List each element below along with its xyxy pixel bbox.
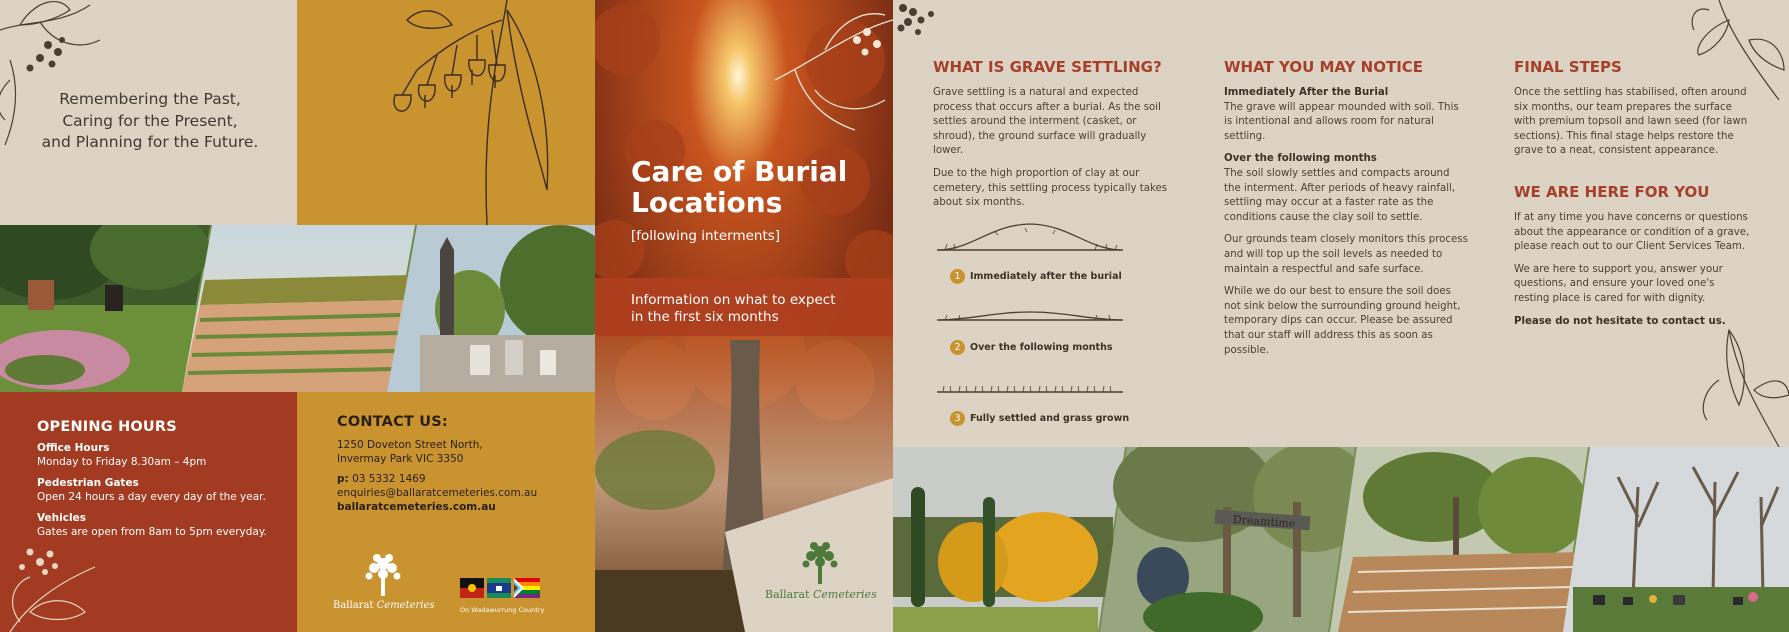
stage-label: Over the following months xyxy=(970,342,1113,353)
contact-details xyxy=(337,438,587,514)
cemetery-photos xyxy=(0,225,595,392)
grave-settling-para: Grave settling is a natural and expected process that occurs after a burial. As the soil settles around the interment (casket, or shroud), the ground surface will gradually lower. xyxy=(933,87,1161,157)
notice-subheading: Immediately After the Burial xyxy=(1224,87,1389,98)
final-steps-title: FINAL STEPS xyxy=(1514,58,1622,76)
logo-brand-word: Cemeteries xyxy=(812,588,877,601)
ballarat-cemeteries-logo xyxy=(333,552,433,611)
hours-label: Vehicles xyxy=(37,512,86,524)
logo-brand-name: Ballarat xyxy=(333,600,374,611)
cover-logo xyxy=(765,540,875,601)
cover-info-text xyxy=(631,292,836,326)
stage-label: Immediately after the burial xyxy=(970,271,1122,282)
notice-para: The grave will appear mounded with soil. This is intentional and allows room for natural settling. xyxy=(1224,101,1459,142)
notice-subheading: Over the following months xyxy=(1224,153,1377,165)
stage-number: 1 xyxy=(950,269,965,284)
hours-label: Office Hours xyxy=(37,442,110,454)
tagline xyxy=(30,89,270,154)
information-panel xyxy=(893,0,1789,447)
final-steps-para: Once the settling has stabilised, often around six months, our team prepares the surface with premium topsoil and lawn seed (for lawn sections). This final stage helps restore the grave to a neat, consistent appearance. xyxy=(1514,87,1748,157)
email-link[interactable]: enquiries@ballaratcemeteries.com.au xyxy=(337,487,538,499)
hours-text: Gates are open from 8am to 5pm everyday. xyxy=(37,526,267,538)
tree-logo-icon xyxy=(800,540,840,584)
cover-info-band xyxy=(595,278,893,336)
cover-title-line: Locations xyxy=(631,186,783,219)
address-line: 1250 Doveton Street North, xyxy=(337,439,483,451)
opening-hours-title: OPENING HOURS xyxy=(37,419,177,435)
hours-text: Open 24 hours a day every day of the year. xyxy=(37,491,266,503)
settling-grave-illustration xyxy=(935,306,1125,326)
notice-para: Our grounds team closely monitors this process and will top up the soil levels as needed to maintain a respectful and safe surface. xyxy=(1224,234,1468,275)
stage-number: 3 xyxy=(950,411,965,426)
cemetery-photo-strip xyxy=(0,225,595,392)
acknowledgement-flags xyxy=(460,578,545,614)
website-link[interactable]: ballaratcemeteries.com.au xyxy=(337,501,496,513)
hours-label: Pedestrian Gates xyxy=(37,477,139,489)
contact-prompt: Please do not hesitate to contact us. xyxy=(1514,315,1726,327)
logo-text xyxy=(765,588,875,601)
notice-para: The soil slowly settles and compacts around the interment. After periods of heavy rainfall, settling may occur at a faster rate as the conditions cause the clay soil to settle. xyxy=(1224,167,1456,223)
phone-label: p: xyxy=(337,473,349,485)
logo-brand-name: Ballarat xyxy=(765,588,810,601)
opening-hours-list xyxy=(37,442,277,539)
gumnut-cluster-illustration xyxy=(893,0,953,50)
tagline-line: Remembering the Past, xyxy=(59,90,241,108)
final-steps-column xyxy=(1514,58,1752,337)
notice-para: While we do our best to ensure the soil does not sink below the surrounding ground height, temporary dips can occur. Please be assured that our staff will address this as soon as possible. xyxy=(1224,286,1461,356)
grave-settling-title: WHAT IS GRAVE SETTLING? xyxy=(933,58,1162,76)
cover-panel xyxy=(595,0,893,632)
phone xyxy=(337,472,587,486)
grave-settling-para: Due to the high proportion of clay at our cemetery, this settling process typically takes about six months. xyxy=(933,167,1168,209)
notice-title: WHAT YOU MAY NOTICE xyxy=(1224,58,1424,76)
dreamtime-sign-text: Dreamtime xyxy=(1232,512,1296,531)
cover-title xyxy=(631,156,847,218)
contact-panel xyxy=(297,392,595,632)
tagline-panel xyxy=(0,0,297,225)
hours-text: Monday to Friday 8.30am – 4pm xyxy=(37,456,207,468)
phone-number[interactable]: 03 5332 1469 xyxy=(352,473,426,485)
cemetery-grounds-photos xyxy=(893,447,1789,632)
flags-icon xyxy=(460,578,540,600)
eucalyptus-leaves-illustration xyxy=(0,542,100,632)
stage-item xyxy=(950,337,1113,356)
here-for-you-para: We are here to support you, answer your questions, and ensure your loved one's resting place is cared for with dignity. xyxy=(1514,263,1723,304)
country-note: On Wadawurrung Country xyxy=(460,606,545,614)
eucalyptus-leaves-illustration xyxy=(1699,320,1789,447)
cover-info-line: in the first six months xyxy=(631,309,779,325)
mounded-grave-illustration xyxy=(935,220,1125,254)
gumnut-illustration-panel xyxy=(297,0,595,225)
grave-settling-column xyxy=(933,58,1178,219)
bottom-photo-strip xyxy=(893,447,1789,632)
cover-info-line: Information on what to expect xyxy=(631,292,836,308)
here-for-you-para: If at any time you have concerns or questions about the appearance or condition of a grave, please reach out to our Client Services Team. xyxy=(1514,211,1750,253)
settled-grave-illustration xyxy=(935,382,1125,398)
logo-text xyxy=(333,600,433,611)
stage-number: 2 xyxy=(950,340,965,355)
what-you-may-notice-column xyxy=(1224,58,1469,366)
stage-label: Fully settled and grass grown xyxy=(970,413,1130,424)
opening-hours-panel xyxy=(0,392,297,632)
logo-brand-word: Cemeteries xyxy=(376,600,435,611)
tagline-line: Caring for the Present, xyxy=(62,111,238,130)
here-for-you-title: WE ARE HERE FOR YOU xyxy=(1514,182,1710,201)
contact-title: CONTACT US: xyxy=(337,414,448,430)
cover-title-line: Care of Burial xyxy=(631,155,848,188)
tagline-line: and Planning for the Future. xyxy=(41,133,259,151)
stage-item xyxy=(950,266,1122,285)
cover-subtitle: [following interments] xyxy=(631,228,781,244)
gumnut-flower-illustration xyxy=(377,0,577,225)
address-line: Invermay Park VIC 3350 xyxy=(337,453,464,465)
stage-item xyxy=(950,408,1129,427)
tree-logo-icon xyxy=(363,552,403,596)
